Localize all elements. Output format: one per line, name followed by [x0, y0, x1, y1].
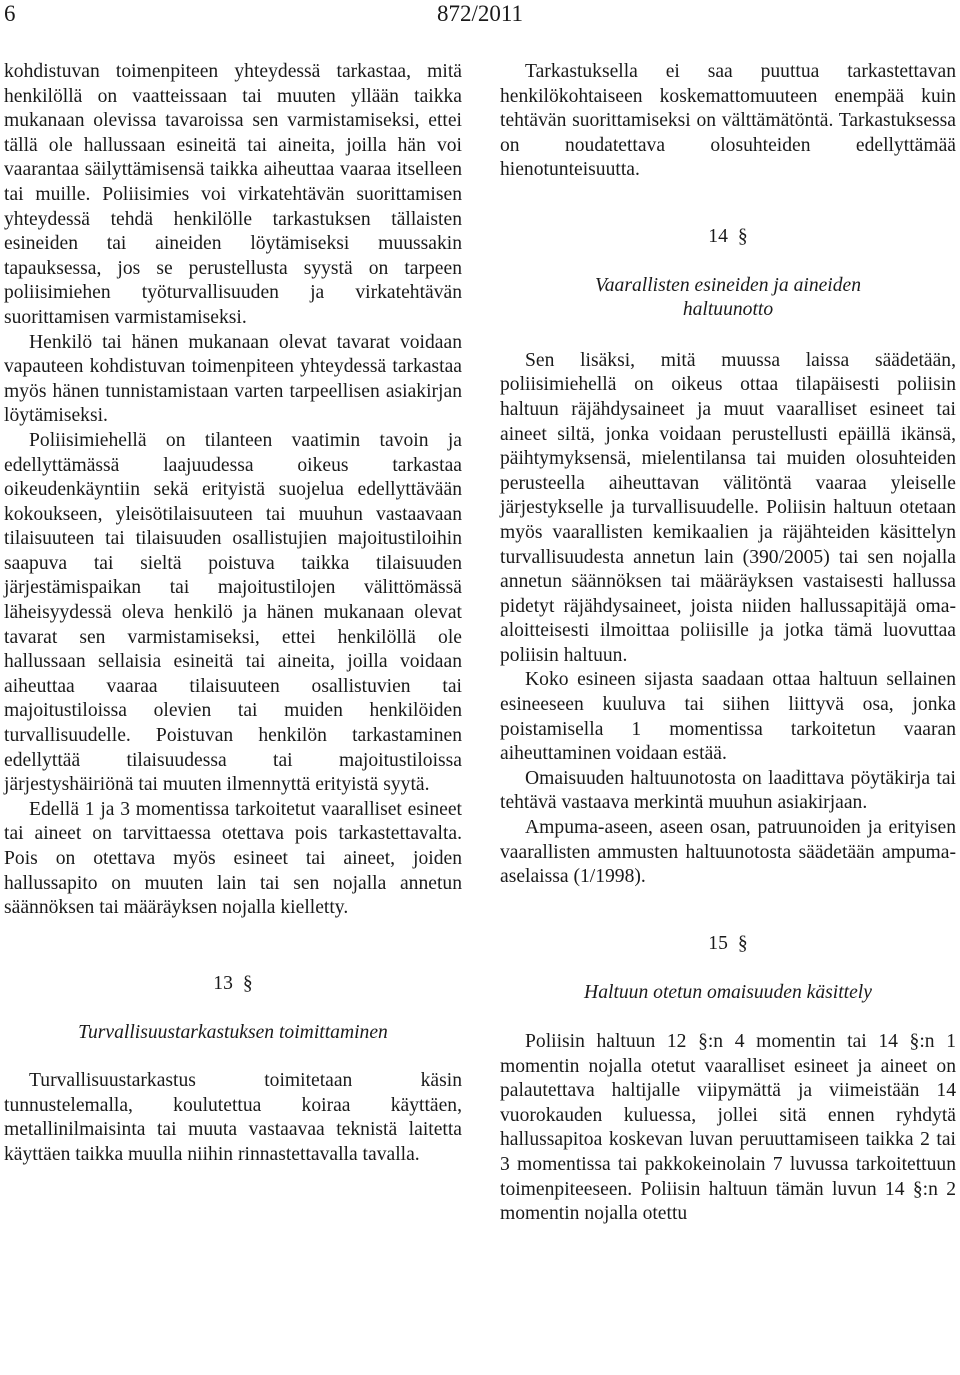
- section-number: 15: [708, 932, 728, 954]
- left-column: [4, 60, 462, 1167]
- paragraph: Tarkastuksella ei saa puuttua tarkastettavan henkilökohtaiseen koskemattomuuteen enempää kuin tehtävän suorittamiseksi on välttämätöntä. Tarkastuksessa on noudatettava olosuhteiden edellyttämää hienotunteisuutta.: [500, 61, 956, 181]
- section-sign: §: [242, 972, 253, 994]
- paragraph: Omaisuuden haltuunotosta on laadittava pöytäkirja tai tehtävä vastaava merkintä muuhun asiakirjaan.: [500, 767, 956, 814]
- section-number: 14: [708, 225, 728, 247]
- section-title: haltuunotto: [682, 299, 774, 321]
- paragraph: Ampuma-aseen, aseen osan, patruunoiden ja erityisen vaarallisten ammusten haltuunotosta säädetään ampuma-aselaissa (1/1998).: [500, 817, 956, 888]
- paragraph: Edellä 1 ja 3 momentissa tarkoitetut vaaralliset esineet tai aineet on tarvittaessa otettava pois tarkastettavalta. Pois on otettava myös esineet tai aineet, joiden hallussapito on muuten lain tai sen nojalla annetun säännöksen tai määräyksen nojalla kielletty.: [4, 798, 462, 919]
- section-title: Turvallisuustarkastuksen toimittaminen: [78, 1022, 388, 1044]
- section-number: 13: [213, 972, 233, 994]
- section-heading-15: [500, 932, 956, 957]
- section-heading-13: [4, 972, 462, 997]
- paragraph: Turvallisuustarkastus toimitetaan käsin tunnustelemalla, koulutettua koiraa käyttäen, metallinilmaisinta tai muuta vastaavaa teknistä laitetta käyttäen taikka muulla niihin rinnastettavalla tavalla.: [4, 1069, 462, 1165]
- section-heading-14: [500, 225, 956, 250]
- paragraph: kohdistuvan toimenpiteen yhteydessä tarkastaa, mitä henkilöllä on vaatteissaan tai muuten yllään taikka mukanaan olevissa tavaroissa sen varmistamiseksi, ettei tällä ole hallussaan esineitä tai aineita, joilla hän voi vaarantaa säilyttämisensä taikka aiheuttaa vaaraa itselleen tai muille. Poliisimies voi virkatehtävän suorittamisen yhteydessä tehdä henkilölle tarkastuksen tällaisten esineiden tai aineiden löytämiseksi muussakin tapauksessa, jos se perustellusta syystä on tarpeen poliisimiehen työturvallisuuden ja virkatehtävän suorittamisen varmistamiseksi.: [4, 61, 462, 328]
- section-title: Vaarallisten esineiden ja aineiden: [594, 274, 862, 296]
- paragraph: Poliisimiehellä on tilanteen vaatimin tavoin ja edellyttämässä laajuudessa oikeus tarkastaa oikeudenkäyntiin sekä erityistä suojelua edellyttävään kokoukseen, yleisötilaisuuteen tai muuhun vastaavaan tilaisuuteen tai tilaisuuden osallistujien majoitustiloihin saapuva tai sieltä poistuva taikka tilaisuuden järjestämispaikan tai majoitustilojen välittömässä läheisyydessä oleva henkilö ja hänen mukanaan olevat tavarat sen varmistamiseksi, ettei henkilöllä ole hallussaan sellaisia esineitä tai aineita, joilla voidaan aiheuttaa vaaraa tilaisuuteen osallistuvien tai majoitustiloissa olevien tai muiden henkilöiden turvallisuudelle. Poistuvan henkilön tarkastaminen edellyttää tilaisuudessa tai majoitustiloissa järjestyshäiriönä tai muuten ilmennyttä erityistä syytä.: [4, 429, 462, 796]
- page-number: 6: [4, 1, 16, 26]
- paragraph: Poliisin haltuun 12 §:n 4 momentin tai 14 §:n 1 momentin nojalla otetut vaaralliset esineet ja aineet on palautettava haltijalle viipymättä ja viimeistään 14 vuorokauden kuluessa, jollei sitä ennen ryhdytä hallussapitoa koskevan luvan peruuttamiseen taikka 2 tai 3 momentissa tai pakkokeinolain 7 luvussa tarkoitettuun toimenpiteeseen. Poliisin haltuun tämän luvun 14 §:n 2 momentin nojalla otettu: [500, 1031, 956, 1225]
- paragraph: Koko esineen sijasta saadaan ottaa haltuun sellainen esineeseen kuuluva tai siihen liittyvä osa, jonka poistamisella 1 momentissa tarkoitetun vaaran aiheuttaminen voidaan estää.: [500, 669, 956, 765]
- paragraph: Henkilö tai hänen mukanaan olevat tavarat voidaan vapauteen kohdistuvan toimenpiteen yhteydessä tarkastaa myös hänen tunnistamistaan varten tarpeellisen asiakirjan löytämiseksi.: [4, 331, 462, 427]
- paragraph: Sen lisäksi, mitä muussa laissa säädetään, poliisimiehellä on oikeus ottaa tilapäisesti poliisin haltuun räjähdysaineet ja muut vaaralliset esineet tai aineet siltä, jonka voidaan perustellusti epäillä ikänsä, päihtymyksensä, mielentilansa tai muiden olosuhteiden perusteella aiheuttavan välitöntä vaaraa yleiselle järjestykselle ja turvallisuudelle. Poliisin haltuun otetaan myös vaarallisten kemikaalien ja räjähteiden käsittelyn turvallisuudesta annetun lain (390/2005) tai sen nojalla annetun säännöksen tai määräyksen vastaisesti hallussa pidetyt räjähdysaineet, joista niiden hallussapitäjä oma-aloitteisesti ilmoittaa poliisille ja jotka tämä luovuttaa poliisin haltuun.: [500, 349, 956, 666]
- section-title: Haltuun otetun omaisuuden käsittely: [584, 982, 872, 1004]
- document-number: 872/2011: [436, 1, 524, 26]
- right-column: [500, 60, 956, 1227]
- section-sign: §: [737, 225, 748, 247]
- section-sign: §: [737, 932, 748, 954]
